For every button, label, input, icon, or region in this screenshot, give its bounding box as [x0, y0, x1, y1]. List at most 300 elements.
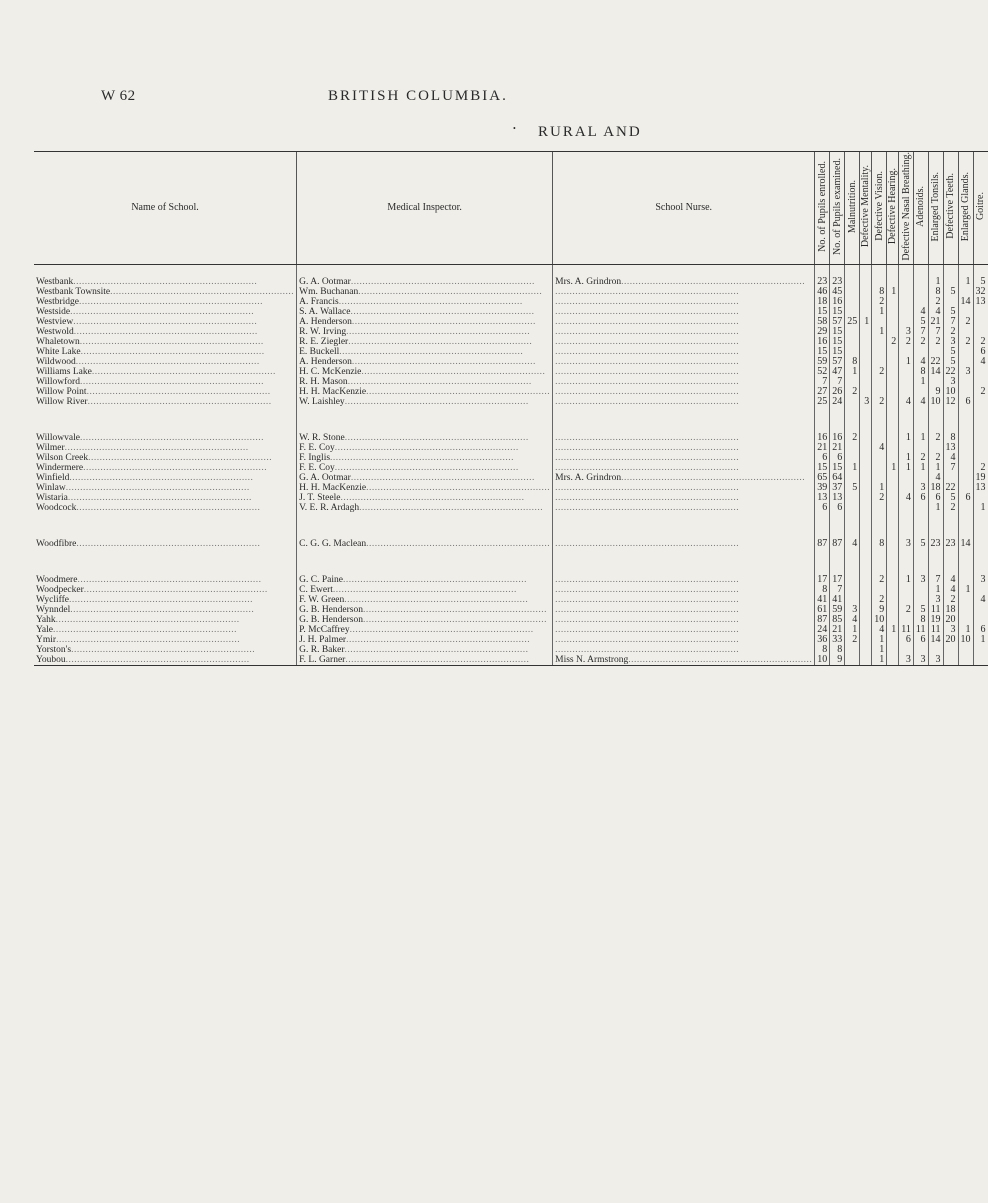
value-cell — [872, 453, 887, 463]
value-cell: 4 — [872, 625, 887, 635]
value-cell: 1 — [913, 433, 928, 443]
value-cell: 5 — [973, 264, 988, 287]
value-cell: 1 — [860, 317, 872, 327]
value-cell — [887, 483, 899, 493]
col-header-nasal: Defective Nasal Breathing. — [899, 152, 914, 265]
value-cell — [887, 357, 899, 367]
value-cell — [973, 655, 988, 666]
nurse-cell — [553, 347, 815, 357]
table-row — [34, 397, 988, 407]
nurse-cell — [553, 387, 815, 397]
value-cell — [958, 503, 973, 513]
value-cell — [887, 503, 899, 513]
page-number: W 62 — [101, 88, 136, 104]
table-row — [34, 357, 988, 367]
value-cell — [887, 493, 899, 503]
table-body — [34, 264, 988, 665]
value-cell: 2 — [872, 297, 887, 307]
value-cell — [860, 605, 872, 615]
value-cell — [973, 367, 988, 377]
value-cell — [899, 287, 914, 297]
value-cell: 3 — [943, 377, 958, 387]
value-cell: 15 — [815, 463, 830, 473]
value-cell: 11 — [928, 605, 943, 615]
value-cell: 13 — [973, 297, 988, 307]
value-cell: 13 — [815, 493, 830, 503]
nurse-cell — [553, 575, 815, 585]
value-cell — [913, 264, 928, 287]
value-cell — [845, 503, 860, 513]
value-cell: 3 — [899, 655, 914, 666]
nurse-cell — [553, 539, 815, 549]
value-cell — [887, 433, 899, 443]
inspector-cell: G. A. Ootmar ..... — [297, 264, 553, 287]
table-row — [34, 575, 988, 585]
col-header-school: Name of School. — [34, 152, 297, 265]
table-row — [34, 337, 988, 347]
inspector-cell: A. Henderson ..... — [297, 317, 553, 327]
value-cell — [887, 317, 899, 327]
school-name-cell: Ymir ..... — [34, 635, 297, 645]
inspector-cell: E. Buckell ..... — [297, 347, 553, 357]
value-cell: 65 — [815, 473, 830, 483]
value-cell — [913, 585, 928, 595]
col-header-examined: No. of Pupils examined. — [830, 152, 845, 265]
section-title: RURAL AND — [538, 124, 642, 140]
value-cell — [860, 473, 872, 483]
value-cell: 21 — [830, 443, 845, 453]
value-cell: 5 — [943, 357, 958, 367]
inspector-cell: G. B. Henderson ..... — [297, 605, 553, 615]
value-cell: 2 — [973, 337, 988, 347]
value-cell: 9 — [830, 655, 845, 666]
value-cell: 13 — [943, 443, 958, 453]
value-cell: 1 — [928, 264, 943, 287]
value-cell: 4 — [913, 307, 928, 317]
value-cell: 23 — [943, 539, 958, 549]
value-cell: 7 — [913, 327, 928, 337]
inspector-cell: W. R. Stone ..... — [297, 433, 553, 443]
inspector-cell: R. E. Ziegler ..... — [297, 337, 553, 347]
value-cell: 5 — [913, 605, 928, 615]
value-cell: 2 — [958, 337, 973, 347]
value-cell: 18 — [928, 483, 943, 493]
nurse-cell — [553, 645, 815, 655]
value-cell: 3 — [958, 367, 973, 377]
value-cell: 1 — [872, 483, 887, 493]
value-cell: 6 — [928, 493, 943, 503]
nurse-cell — [553, 337, 815, 347]
value-cell: 19 — [973, 473, 988, 483]
nurse-cell: Mrs. A. Grindron ..... — [553, 473, 815, 483]
value-cell: 23 — [928, 539, 943, 549]
value-cell: 6 — [973, 347, 988, 357]
table-row — [34, 297, 988, 307]
value-cell: 14 — [928, 367, 943, 377]
value-cell: 4 — [943, 575, 958, 585]
inspector-cell: F. W. Green ..... — [297, 595, 553, 605]
value-cell: 10 — [958, 635, 973, 645]
value-cell: 7 — [928, 575, 943, 585]
value-cell: 10 — [943, 387, 958, 397]
value-cell — [899, 297, 914, 307]
value-cell: 2 — [872, 595, 887, 605]
value-cell: 45 — [830, 287, 845, 297]
value-cell: 36 — [815, 635, 830, 645]
value-cell — [860, 625, 872, 635]
value-cell: 85 — [830, 615, 845, 625]
value-cell: 6 — [815, 453, 830, 463]
inspector-cell: W. Laishley ..... — [297, 397, 553, 407]
value-cell: 1 — [958, 264, 973, 287]
value-cell — [943, 645, 958, 655]
value-cell: 16 — [815, 337, 830, 347]
school-name-cell: Woodcock ..... — [34, 503, 297, 513]
value-cell: 3 — [845, 605, 860, 615]
value-cell: 1 — [958, 585, 973, 595]
value-cell — [860, 443, 872, 453]
value-cell: 20 — [943, 635, 958, 645]
value-cell: 1 — [845, 625, 860, 635]
nurse-cell — [553, 503, 815, 513]
table-row — [34, 387, 988, 397]
value-cell — [860, 433, 872, 443]
value-cell: 2 — [973, 387, 988, 397]
value-cell: 3 — [943, 337, 958, 347]
value-cell: 16 — [830, 433, 845, 443]
value-cell: 6 — [913, 493, 928, 503]
value-cell: 41 — [815, 595, 830, 605]
nurse-cell — [553, 327, 815, 337]
value-cell: 14 — [958, 297, 973, 307]
table-row — [34, 287, 988, 297]
value-cell: 11 — [928, 625, 943, 635]
table-row — [34, 453, 988, 463]
value-cell: 2 — [913, 337, 928, 347]
value-cell: 4 — [845, 539, 860, 549]
value-cell: 47 — [830, 367, 845, 377]
value-cell: 24 — [830, 397, 845, 407]
value-cell — [887, 443, 899, 453]
value-cell: 87 — [830, 539, 845, 549]
value-cell — [913, 503, 928, 513]
school-name-cell: Westside ..... — [34, 307, 297, 317]
nurse-cell: Miss N. Armstrong ..... — [553, 655, 815, 666]
table-row — [34, 473, 988, 483]
value-cell: 7 — [928, 327, 943, 337]
value-cell: 10 — [928, 397, 943, 407]
value-cell: 5 — [943, 287, 958, 297]
value-cell — [845, 397, 860, 407]
value-cell — [845, 575, 860, 585]
value-cell: 10 — [815, 655, 830, 666]
value-cell: 3 — [860, 397, 872, 407]
value-cell: 1 — [928, 503, 943, 513]
value-cell: 6 — [958, 493, 973, 503]
value-cell: 21 — [815, 443, 830, 453]
school-name-cell: Williams Lake ..... — [34, 367, 297, 377]
school-name-cell: Westbank Townsite ..... — [34, 287, 297, 297]
value-cell — [958, 433, 973, 443]
value-cell: 2 — [928, 433, 943, 443]
school-name-cell: Windermere ..... — [34, 463, 297, 473]
inspector-cell: A. Henderson ..... — [297, 357, 553, 367]
value-cell — [860, 357, 872, 367]
value-cell — [872, 377, 887, 387]
value-cell: 16 — [815, 433, 830, 443]
value-cell — [860, 463, 872, 473]
value-cell: 21 — [830, 625, 845, 635]
school-name-cell: Woodpecker ..... — [34, 585, 297, 595]
value-cell — [973, 539, 988, 549]
nurse-cell — [553, 493, 815, 503]
value-cell: 1 — [872, 307, 887, 317]
value-cell: 9 — [928, 387, 943, 397]
value-cell: 22 — [928, 357, 943, 367]
school-name-cell: Woodmere ..... — [34, 575, 297, 585]
value-cell: 2 — [872, 575, 887, 585]
value-cell: 26 — [830, 387, 845, 397]
value-cell: 3 — [943, 625, 958, 635]
value-cell: 4 — [899, 493, 914, 503]
value-cell: 9 — [872, 605, 887, 615]
value-cell: 23 — [815, 264, 830, 287]
value-cell — [958, 473, 973, 483]
value-cell: 1 — [887, 463, 899, 473]
value-cell: 17 — [815, 575, 830, 585]
value-cell — [887, 297, 899, 307]
value-cell: 8 — [913, 615, 928, 625]
value-cell: 2 — [845, 635, 860, 645]
inspector-cell: G. C. Paine ..... — [297, 575, 553, 585]
value-cell: 4 — [872, 443, 887, 453]
value-cell: 4 — [973, 357, 988, 367]
value-cell — [860, 377, 872, 387]
value-cell — [887, 397, 899, 407]
inspector-cell: H. H. MacKenzie ..... — [297, 387, 553, 397]
inspector-cell: J. H. Palmer ..... — [297, 635, 553, 645]
value-cell — [860, 347, 872, 357]
nurse-cell — [553, 297, 815, 307]
value-cell — [887, 585, 899, 595]
value-cell: 1 — [973, 503, 988, 513]
value-cell — [860, 595, 872, 605]
value-cell: 2 — [913, 453, 928, 463]
value-cell: 1 — [887, 625, 899, 635]
value-cell: 22 — [943, 367, 958, 377]
value-cell: 27 — [815, 387, 830, 397]
value-cell — [973, 433, 988, 443]
nurse-cell — [553, 483, 815, 493]
value-cell — [860, 493, 872, 503]
value-cell: 23 — [830, 264, 845, 287]
value-cell — [860, 503, 872, 513]
inspector-cell: F. E. Coy ..... — [297, 443, 553, 453]
value-cell: 6 — [958, 397, 973, 407]
value-cell — [872, 264, 887, 287]
value-cell — [913, 287, 928, 297]
inspector-cell: P. McCaffrey ..... — [297, 625, 553, 635]
table-row — [34, 625, 988, 635]
school-name-cell: Winfield ..... — [34, 473, 297, 483]
table-row — [34, 595, 988, 605]
table-row — [34, 377, 988, 387]
nurse-cell — [553, 287, 815, 297]
value-cell: 5 — [943, 347, 958, 357]
value-cell: 8 — [872, 287, 887, 297]
value-cell — [860, 575, 872, 585]
value-cell — [887, 307, 899, 317]
value-cell — [860, 327, 872, 337]
value-cell — [887, 635, 899, 645]
value-cell: 1 — [887, 287, 899, 297]
value-cell: 5 — [913, 539, 928, 549]
value-cell: 2 — [928, 337, 943, 347]
table-header-row — [34, 152, 988, 265]
value-cell — [887, 387, 899, 397]
value-cell: 15 — [815, 307, 830, 317]
value-cell: 25 — [815, 397, 830, 407]
table-row — [34, 635, 988, 645]
value-cell: 32 — [973, 287, 988, 297]
value-cell — [887, 347, 899, 357]
value-cell: 6 — [830, 503, 845, 513]
inspector-cell: F. L. Garner ..... — [297, 655, 553, 666]
value-cell: 3 — [928, 595, 943, 605]
value-cell — [872, 347, 887, 357]
value-cell: 8 — [845, 357, 860, 367]
value-cell: 18 — [815, 297, 830, 307]
value-cell: 2 — [899, 605, 914, 615]
value-cell: 3 — [928, 655, 943, 666]
value-cell: 13 — [973, 483, 988, 493]
inspector-cell: F. Inglis ..... — [297, 453, 553, 463]
value-cell — [887, 367, 899, 377]
value-cell: 18 — [943, 605, 958, 615]
value-cell: 6 — [973, 625, 988, 635]
nurse-cell — [553, 357, 815, 367]
school-name-cell: Westview ..... — [34, 317, 297, 327]
value-cell: 39 — [815, 483, 830, 493]
school-name-cell: Yahk ..... — [34, 615, 297, 625]
value-cell: 6 — [815, 503, 830, 513]
value-cell: 1 — [958, 625, 973, 635]
value-cell — [958, 605, 973, 615]
value-cell: 8 — [815, 645, 830, 655]
value-cell: 37 — [830, 483, 845, 493]
value-cell — [899, 307, 914, 317]
value-cell: 4 — [913, 357, 928, 367]
value-cell: 2 — [872, 367, 887, 377]
value-cell: 8 — [830, 645, 845, 655]
value-cell — [845, 327, 860, 337]
value-cell — [860, 337, 872, 347]
value-cell: 2 — [872, 493, 887, 503]
value-cell: 1 — [928, 585, 943, 595]
row-spacer — [34, 513, 988, 539]
value-cell: 7 — [943, 317, 958, 327]
value-cell — [973, 317, 988, 327]
value-cell: 61 — [815, 605, 830, 615]
table-row — [34, 463, 988, 473]
value-cell: 1 — [872, 327, 887, 337]
col-header-glands: Enlarged Glands. — [958, 152, 973, 265]
col-header-vision: Defective Vision. — [872, 152, 887, 265]
value-cell: 2 — [887, 337, 899, 347]
table-row — [34, 645, 988, 655]
value-cell: 10 — [872, 615, 887, 625]
value-cell — [887, 575, 899, 585]
value-cell: 5 — [943, 493, 958, 503]
value-cell — [958, 443, 973, 453]
value-cell: 5 — [913, 317, 928, 327]
table-row — [34, 585, 988, 595]
table-row — [34, 615, 988, 625]
value-cell — [860, 367, 872, 377]
nurse-cell — [553, 595, 815, 605]
value-cell: 57 — [830, 317, 845, 327]
value-cell — [860, 483, 872, 493]
value-cell — [958, 595, 973, 605]
value-cell: 1 — [872, 645, 887, 655]
health-inspection-table — [34, 151, 988, 666]
table-row — [34, 483, 988, 493]
value-cell: 2 — [845, 433, 860, 443]
table-row — [34, 367, 988, 377]
value-cell — [860, 287, 872, 297]
inspector-cell: H. H. MacKenzie ..... — [297, 483, 553, 493]
school-name-cell: Winlaw ..... — [34, 483, 297, 493]
value-cell: 7 — [815, 377, 830, 387]
table-row — [34, 655, 988, 666]
value-cell: 7 — [943, 463, 958, 473]
value-cell: 3 — [899, 539, 914, 549]
col-header-tonsils: Enlarged Tonsils. — [928, 152, 943, 265]
value-cell — [973, 397, 988, 407]
value-cell: 2 — [943, 327, 958, 337]
school-name-cell: Wistaria ..... — [34, 493, 297, 503]
value-cell: 15 — [830, 347, 845, 357]
value-cell — [899, 377, 914, 387]
value-cell — [860, 635, 872, 645]
table-row — [34, 347, 988, 357]
value-cell: 11 — [899, 625, 914, 635]
value-cell — [887, 645, 899, 655]
value-cell: 2 — [872, 397, 887, 407]
value-cell: 1 — [899, 575, 914, 585]
inspector-cell: S. A. Wallace ..... — [297, 307, 553, 317]
value-cell — [860, 585, 872, 595]
inspector-cell: A. Francis ..... — [297, 297, 553, 307]
value-cell: 15 — [830, 307, 845, 317]
value-cell — [887, 377, 899, 387]
value-cell: 1 — [899, 453, 914, 463]
value-cell — [860, 615, 872, 625]
value-cell — [845, 287, 860, 297]
page-title: BRITISH COLUMBIA. — [328, 88, 508, 104]
value-cell: 1 — [913, 463, 928, 473]
value-cell: 4 — [973, 595, 988, 605]
value-cell: 2 — [899, 337, 914, 347]
value-cell — [860, 539, 872, 549]
inspector-cell: Wm. Buchanan ..... — [297, 287, 553, 297]
value-cell — [845, 493, 860, 503]
value-cell: 2 — [943, 503, 958, 513]
value-cell: 6 — [830, 453, 845, 463]
value-cell — [899, 503, 914, 513]
value-cell: 41 — [830, 595, 845, 605]
nurse-cell — [553, 317, 815, 327]
